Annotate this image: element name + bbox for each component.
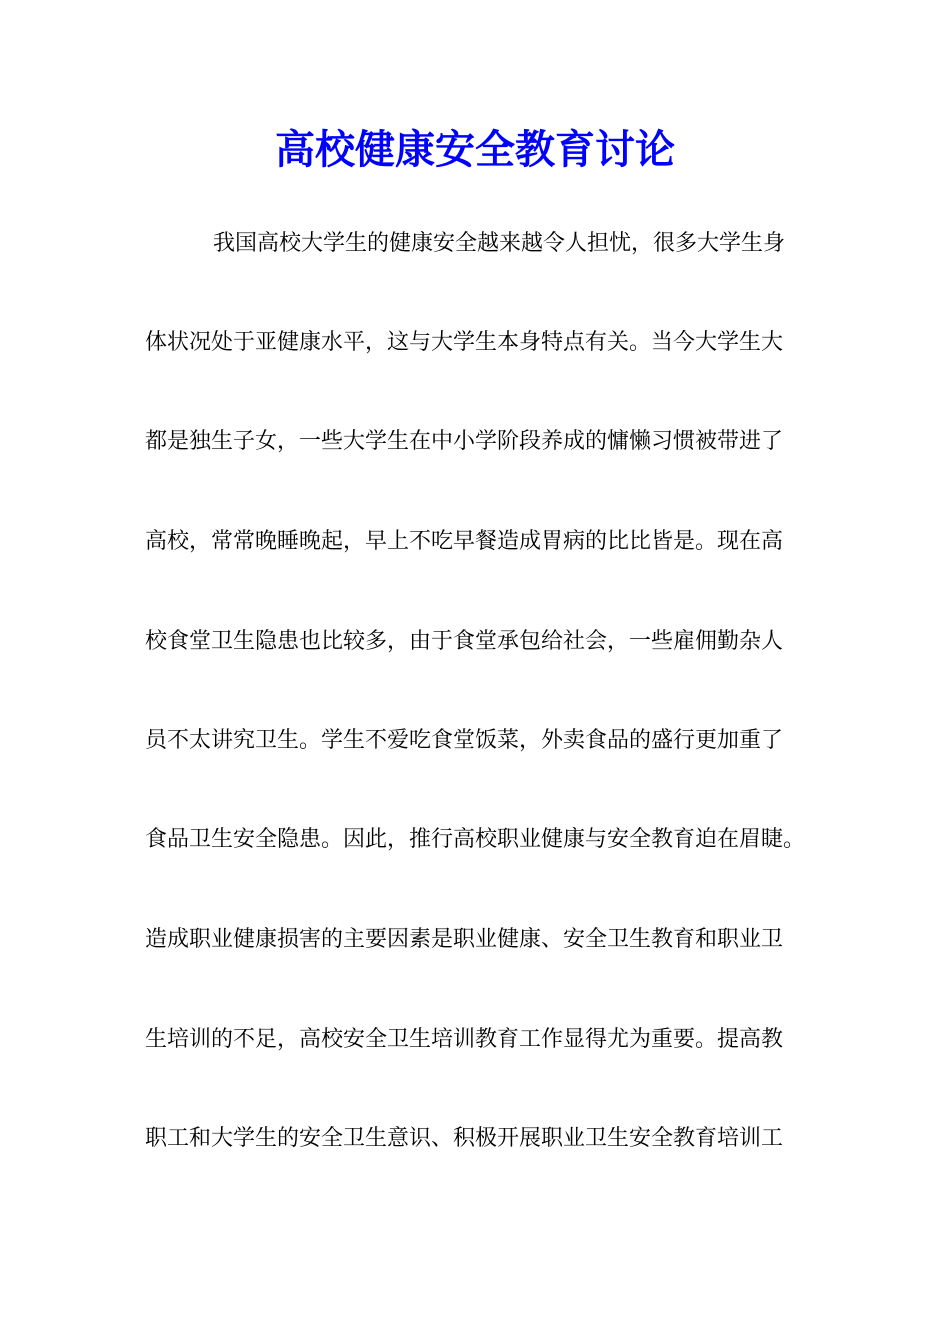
paragraph-line: 高校，常常晚睡晚起，早上不吃早餐造成胃病的比比皆是。现在高 (145, 529, 784, 554)
paragraph-line: 员不太讲究卫生。学生不爱吃食堂饭菜，外卖食品的盛行更加重了 (145, 728, 784, 753)
paragraph-line: 校食堂卫生隐患也比较多，由于食堂承包给社会，一些雇佣勤杂人 (145, 629, 784, 654)
paragraph-line: 职工和大学生的安全卫生意识、积极开展职业卫生安全教育培训工 (145, 1126, 784, 1151)
paragraph-line: 生培训的不足，高校安全卫生培训教育工作显得尤为重要。提高教 (145, 1027, 784, 1052)
document-title: 高校健康安全教育讨论 (275, 126, 675, 173)
paragraph-line: 我国高校大学生的健康安全越来越令人担忧，很多大学生身 (213, 231, 786, 256)
paragraph-line: 造成职业健康损害的主要因素是职业健康、安全卫生教育和职业卫 (145, 927, 784, 952)
paragraph-line: 都是独生子女，一些大学生在中小学阶段养成的慵懒习惯被带进了 (145, 429, 784, 454)
paragraph-line: 体状况处于亚健康水平，这与大学生本身特点有关。当今大学生大 (145, 330, 784, 355)
paragraph-line: 食品卫生安全隐患。因此，推行高校职业健康与安全教育迫在眉睫。 (145, 827, 806, 852)
